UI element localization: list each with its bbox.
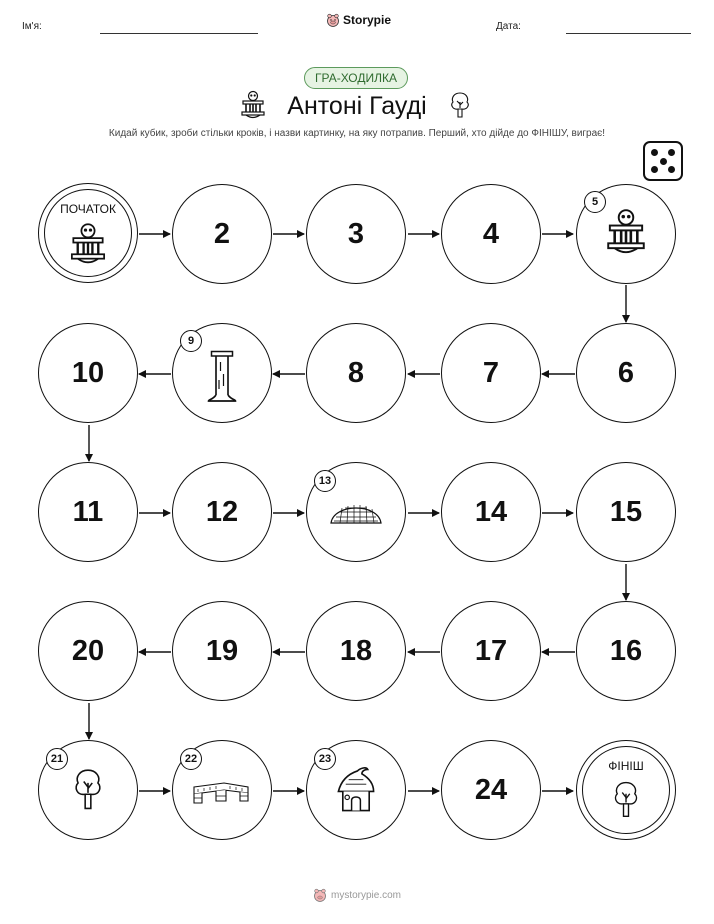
cell-10[interactable] (38, 323, 138, 423)
cell-21-number: 21 (46, 748, 68, 770)
cell-3[interactable] (306, 184, 406, 284)
cell-20[interactable] (38, 601, 138, 701)
cell-12[interactable] (172, 462, 272, 562)
start-cell[interactable] (38, 183, 138, 283)
cell-number: 2 (213, 217, 231, 250)
cell-7[interactable] (441, 323, 541, 423)
cell-6[interactable] (576, 323, 676, 423)
column-icon (207, 350, 237, 404)
cell-5-number: 5 (584, 191, 606, 213)
cell-number: 12 (205, 495, 239, 528)
tree-icon (71, 767, 105, 813)
cell-14[interactable] (441, 462, 541, 562)
cell-number: 16 (609, 634, 643, 667)
cell-16[interactable] (576, 601, 676, 701)
cell-number: 20 (71, 634, 105, 667)
cell-2[interactable] (172, 184, 272, 284)
finish-cell[interactable] (576, 740, 676, 840)
pig-logo-icon (313, 888, 327, 902)
cell-number: 6 (617, 356, 635, 389)
page-title: Антоні Гауді (287, 92, 427, 120)
cell-24[interactable] (441, 740, 541, 840)
cell-number: 3 (347, 217, 365, 250)
balcony-skull-icon (605, 207, 647, 257)
cell-11[interactable] (38, 462, 138, 562)
cell-number: 19 (205, 634, 239, 667)
cell-17[interactable] (441, 601, 541, 701)
finish-label: ФІНІШ (608, 759, 644, 773)
cell-number: 18 (339, 634, 373, 667)
cell-19[interactable] (172, 601, 272, 701)
footer (0, 888, 714, 902)
logo-text: Storypie (343, 13, 392, 27)
cell-13-number: 13 (314, 470, 336, 492)
cell-4[interactable] (441, 184, 541, 284)
cell-18[interactable] (306, 601, 406, 701)
instructions-text: Кидай кубик, зроби стільки кроків, і назви картинку, на яку потрапив. Перший, хто дійде до ФІНІШУ, виграє! (108, 128, 606, 139)
footer-url[interactable]: mystorypie.com (330, 889, 401, 901)
cell-number: 17 (474, 634, 508, 667)
cell-number: 15 (609, 495, 643, 528)
cell-number: 14 (474, 495, 508, 528)
tree-icon (611, 779, 641, 821)
balcony-skull-icon (67, 222, 109, 266)
cell-9-number: 9 (180, 330, 202, 352)
cell-23-number: 23 (314, 748, 336, 770)
cell-number: 11 (72, 495, 104, 528)
name-label: Ім'я: (22, 21, 42, 32)
bench-icon (190, 777, 254, 807)
start-label: ПОЧАТОК (60, 202, 116, 216)
cell-number: 8 (347, 356, 365, 389)
cell-number: 4 (482, 217, 500, 250)
cell-number: 7 (482, 356, 500, 389)
fairy-house-icon (334, 765, 378, 815)
tiled-roof-icon (328, 497, 384, 529)
cell-22-number: 22 (180, 748, 202, 770)
cell-number: 10 (71, 356, 105, 389)
cell-15[interactable] (576, 462, 676, 562)
cell-8[interactable] (306, 323, 406, 423)
date-label: Дата: (496, 21, 521, 32)
cell-number: 24 (474, 773, 508, 806)
game-badge: ГРА-ХОДИЛКА (304, 67, 408, 89)
